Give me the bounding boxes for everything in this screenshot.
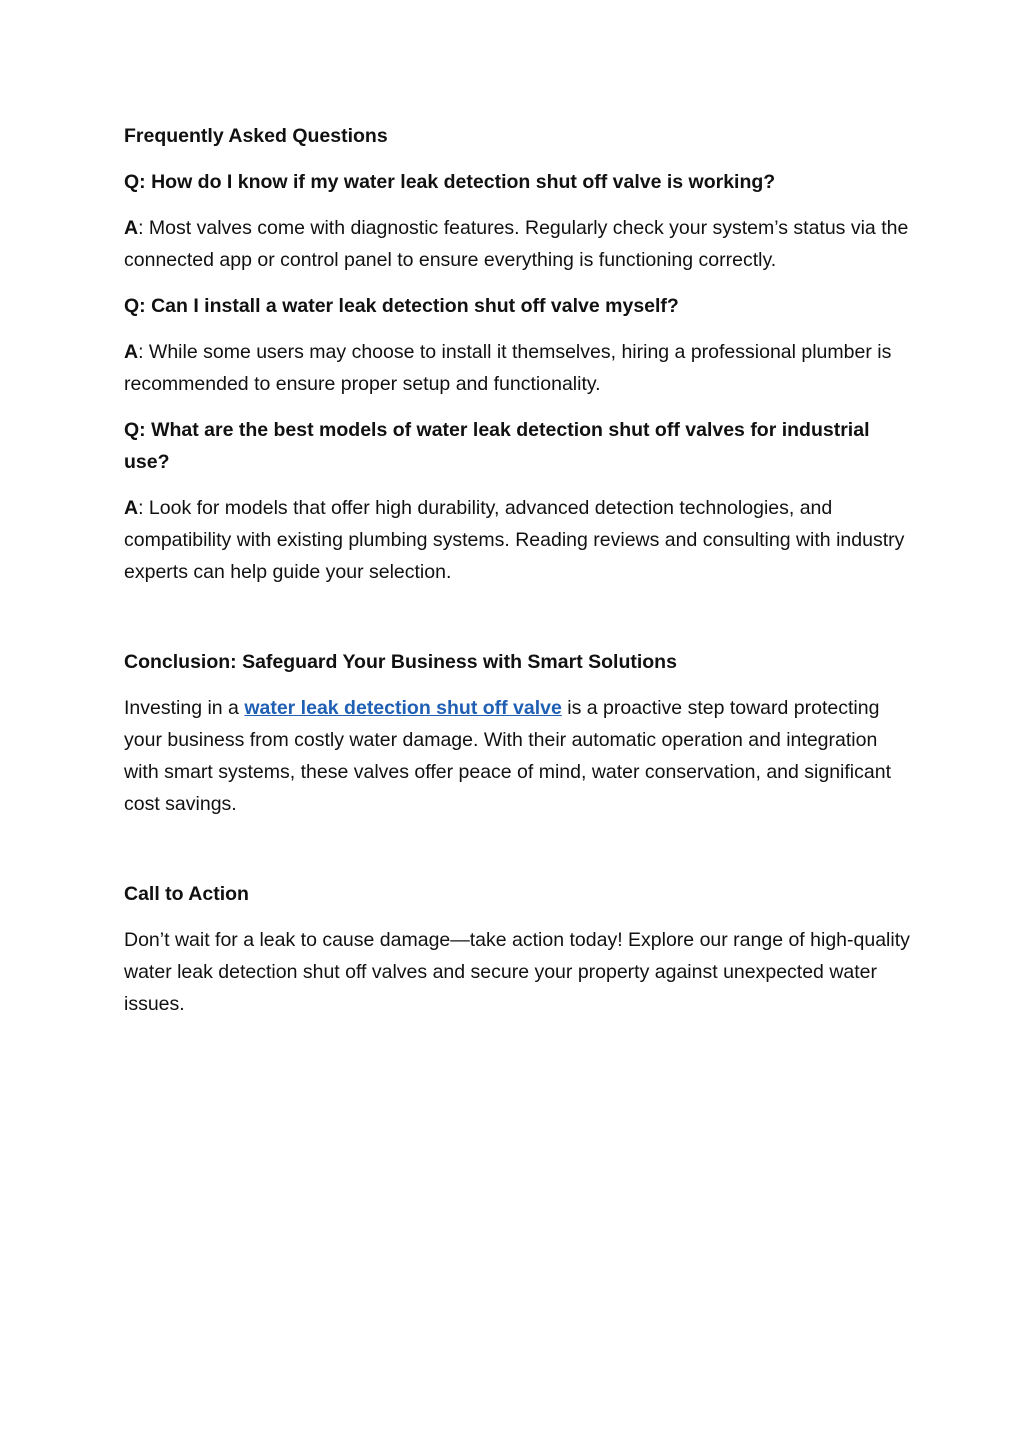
faq-answer-2 [124,336,914,400]
answer-text: : Look for models that offer high durability, advanced detection technologies, and compatibility with existing plumbing systems. Reading reviews and consulting with industry experts can help guide your selection. [124,497,905,583]
conclusion-text-before: Investing in a [124,697,245,719]
section-spacer [124,834,914,878]
conclusion-paragraph [124,692,914,820]
faq-answer-3 [124,492,914,588]
section-spacer [124,602,914,646]
faq-answer-1 [124,212,914,276]
faq-heading: Frequently Asked Questions [124,125,388,147]
valve-product-link[interactable]: water leak detection shut off valve [244,697,562,719]
faq-question-1: Q: How do I know if my water leak detection shut off valve is working? [124,171,776,193]
answer-label: A [124,217,139,239]
conclusion-text-after: is a proactive step toward protecting your business from costly water damage. With their automatic operation and integration with smart systems, these valves offer peace of mind, water conservation, and significant cost savings. [124,697,891,815]
answer-label: A [124,341,139,363]
cta-paragraph: Don’t wait for a leak to cause damage—take action today! Explore our range of high-quality water leak detection shut off valves and secure your property against unexpected water issues. [124,929,910,1015]
answer-text: : While some users may choose to install it themselves, hiring a professional plumber is recommended to ensure proper setup and functionality. [124,341,892,395]
answer-label: A [124,497,139,519]
document-page [124,120,914,1034]
faq-question-2: Q: Can I install a water leak detection shut off valve myself? [124,295,679,317]
faq-question-3: Q: What are the best models of water leak detection shut off valves for industrial use? [124,419,870,473]
cta-heading: Call to Action [124,883,249,905]
answer-text: : Most valves come with diagnostic features. Regularly check your system’s status via the connected app or control panel to ensure everything is functioning correctly. [124,217,909,271]
conclusion-heading: Conclusion: Safeguard Your Business with Smart Solutions [124,651,677,673]
